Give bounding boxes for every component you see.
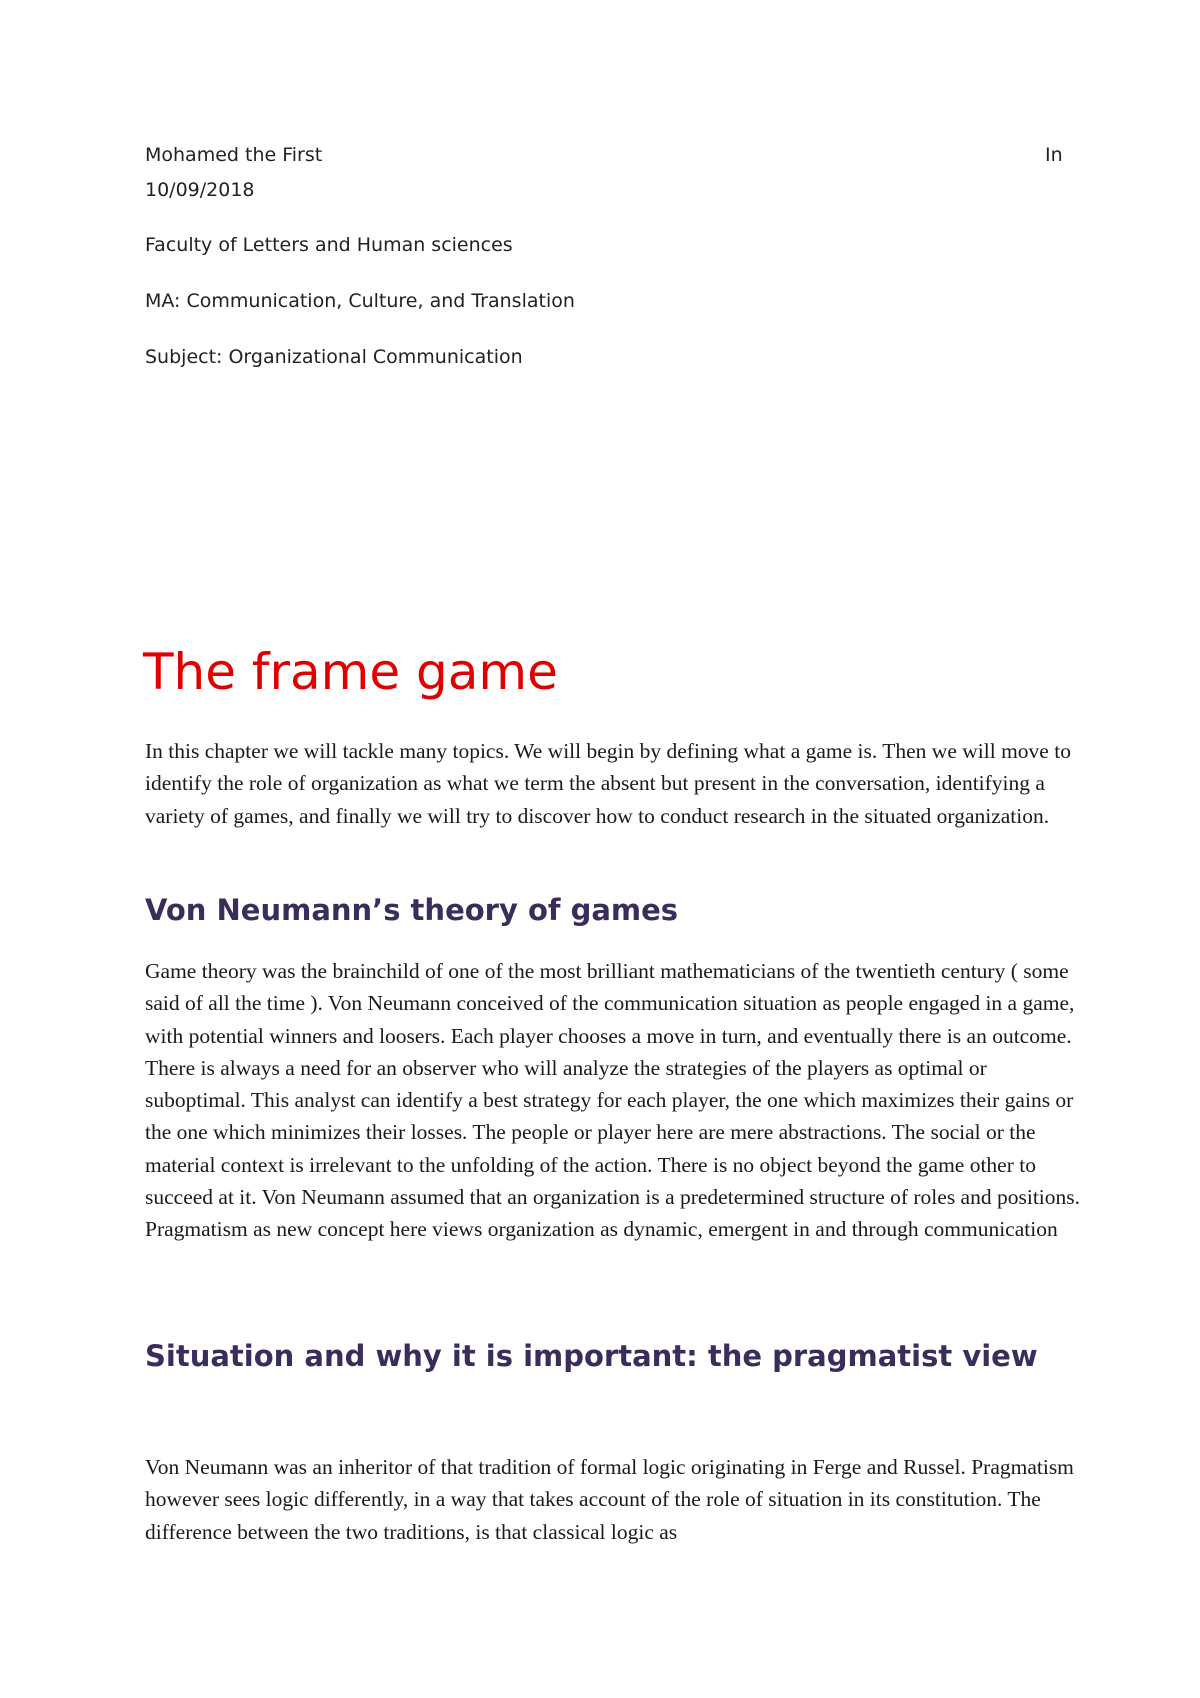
in-label: In [1045, 144, 1063, 166]
intro-paragraph: In this chapter we will tackle many topics. We will begin by defining what a game is. Then we will move to identify the role of organization as what we term the absent but present in the conversation, identifying a variety of games, and finally we will try to discover how to conduct research in the situated organization. [145, 739, 1071, 828]
program: MA: Communication, Culture, and Translation [145, 290, 575, 312]
date: 10/09/2018 [145, 179, 255, 201]
subject: Subject: Organizational Communication [145, 346, 523, 368]
section-body-pragmatist: Von Neumann was an inheritor of that tradition of formal logic originating in Ferge and Russel. Pragmatism however sees logic differently, in a way that takes account of the role of situation in its constitution. The difference between the two traditions, is that classical logic as [145, 1455, 1074, 1544]
document-title: The frame game [143, 643, 558, 701]
faculty: Faculty of Letters and Human sciences [145, 234, 513, 256]
section-body-game-theory: Game theory was the brainchild of one of the most brilliant mathematicians of the twentieth century ( some said of all the time ). Von Neumann conceived of the communication situation as people engaged in a game, with potential winners and loosers. Each player chooses a move in turn, and eventually there is an outcome. There is always a need for an observer who will analyze the strategies of the players as optimal or suboptimal. This analyst can identify a best strategy for each player, the one which maximizes their gains or the one which minimizes their losses. The people or player here are mere abstractions. The social or the material context is irrelevant to the unfolding of the action. There is no object beyond the game other to succeed at it. Von Neumann assumed that an organization is a predetermined structure of roles and positions. Pragmatism as new concept here views organization as dynamic, emergent in and through communication [145, 959, 1081, 1242]
section-heading-game-theory: Von Neumann’s theory of games [145, 893, 679, 927]
university-name: Mohamed the First [145, 144, 323, 166]
section-heading-pragmatist: Situation and why it is important: the pragmatist view [145, 1339, 1038, 1373]
